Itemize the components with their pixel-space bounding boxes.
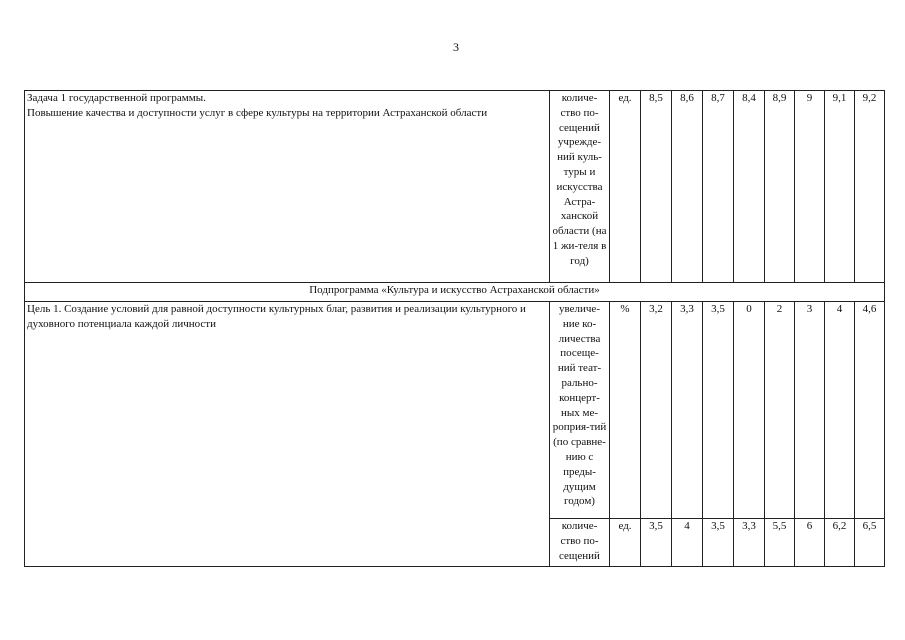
- goal1-indicator2-value: 3,3: [734, 519, 765, 567]
- task1-value: 8,7: [703, 91, 734, 283]
- goal1-indicator1-value: 3,2: [641, 302, 672, 519]
- subprogram-title: Подпрограмма «Культура и искусство Астраханской области»: [25, 283, 885, 302]
- subprogram-row: [25, 283, 885, 302]
- goal1-indicator1-value: 3,5: [703, 302, 734, 519]
- goal1-indicator1-value: 3: [795, 302, 825, 519]
- task1-value: 9,2: [855, 91, 885, 283]
- goal1-indicator1-value: 0: [734, 302, 765, 519]
- goal1-indicator2-value: 6,2: [825, 519, 855, 567]
- task1-value: 8,5: [641, 91, 672, 283]
- goal1-indicator1-value: 4,6: [855, 302, 885, 519]
- goal1-indicator1: увеличе-ние ко-личества посеще-ний теат-рально-концерт-ных ме-роприя-тий (по сравне-нию с преды-дущим годом): [550, 302, 610, 519]
- task1-title: Задача 1 государственной программы.: [27, 92, 206, 104]
- task1-value: 8,6: [672, 91, 703, 283]
- goal1-indicator1-value: 4: [825, 302, 855, 519]
- goal1-indicator2-unit: ед.: [610, 519, 641, 567]
- task1-value: 9: [795, 91, 825, 283]
- task1-value: 9,1: [825, 91, 855, 283]
- task1-description: [25, 91, 550, 283]
- task1-indicator: количе-ство по-сещений учрежде-ний куль-туры и искусства Астра-ханской области (на 1 жи-теля в год): [550, 91, 610, 283]
- goal1-indicator1-value: 2: [765, 302, 795, 519]
- goal1-indicator1-unit: %: [610, 302, 641, 519]
- task1-value: 8,9: [765, 91, 795, 283]
- goal1-indicator2: количе-ство по-сещений: [550, 519, 610, 567]
- page-number: 3: [453, 40, 459, 54]
- goal1-indicator1-row: [25, 302, 885, 519]
- goal1-indicator2-value: 6: [795, 519, 825, 567]
- goal1-indicator2-value: 3,5: [703, 519, 734, 567]
- program-indicators-table: [24, 90, 885, 567]
- goal1-indicator2-value: 4: [672, 519, 703, 567]
- task1-unit: ед.: [610, 91, 641, 283]
- goal1-indicator2-value: 6,5: [855, 519, 885, 567]
- goal1-indicator2-value: 5,5: [765, 519, 795, 567]
- goal1-indicator1-value: 3,3: [672, 302, 703, 519]
- goal1-description: Цель 1. Создание условий для равной доступности культурных благ, развития и реализации культурного и духовного потенциала каждой личности: [25, 302, 550, 567]
- task1-row: [25, 91, 885, 283]
- goal1-indicator2-value: 3,5: [641, 519, 672, 567]
- task1-text: Повышение качества и доступности услуг в сфере культуры на территории Астраханской области: [27, 106, 488, 119]
- task1-value: 8,4: [734, 91, 765, 283]
